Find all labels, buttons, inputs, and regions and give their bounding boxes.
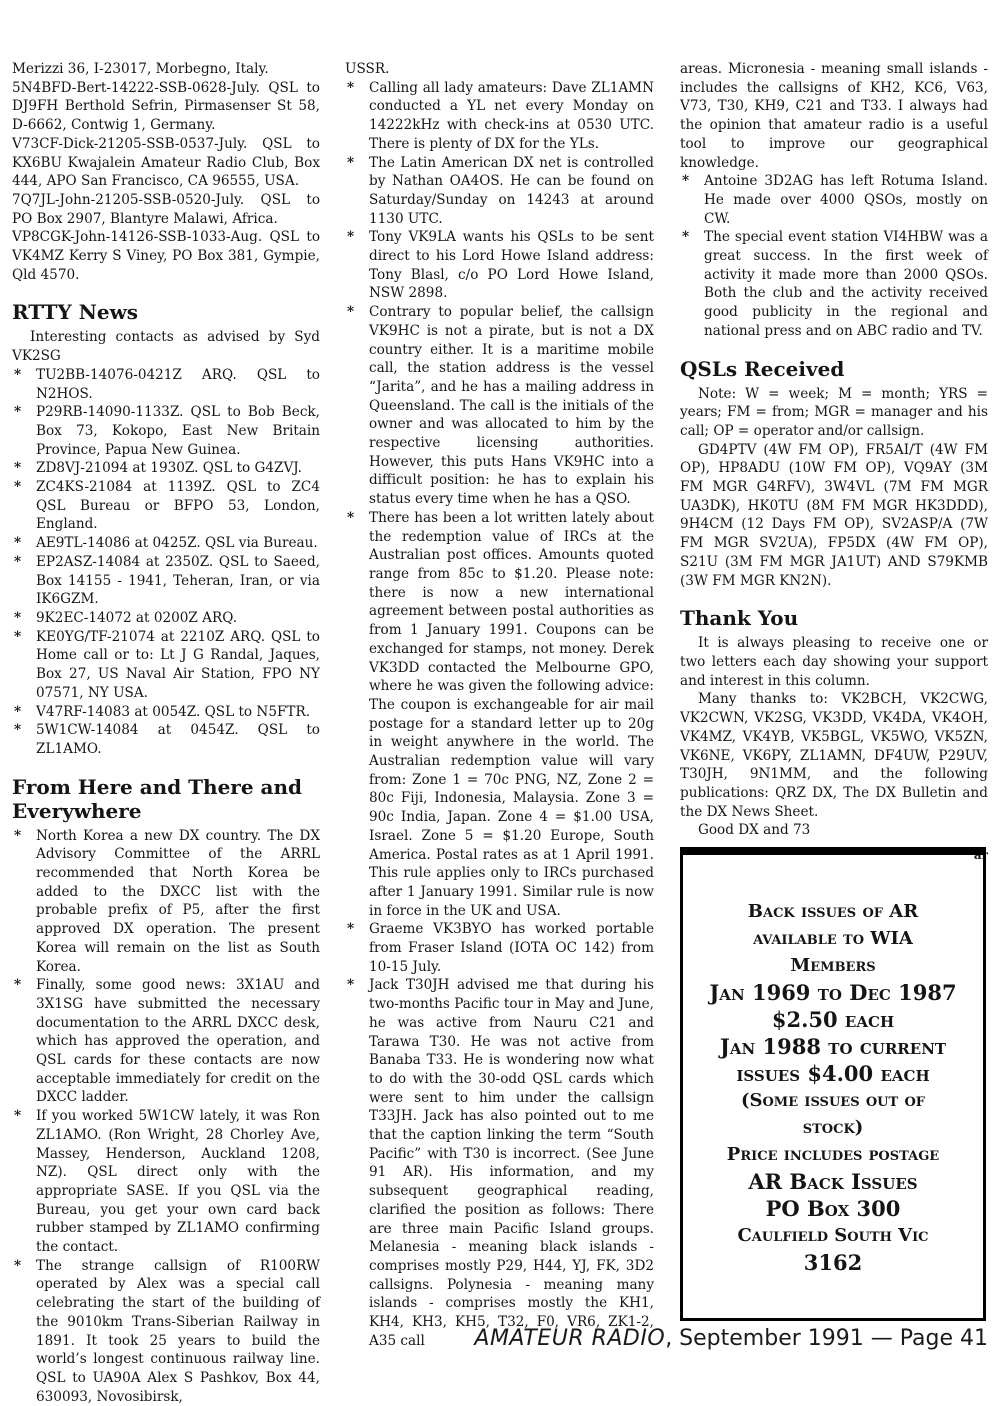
listing-line: VP8CGK-John-14126-SSB-1033-Aug. QSL to VK4MZ Kerry S Viney, PO Box 381, Gympie, Qld 4570. (12, 229, 320, 283)
list-item: * P29RB-14090-1133Z. QSL to Bob Beck, Box 73, Kokopo, East New Britain Province, Papua New Guinea. (12, 403, 320, 459)
list-item: * ZD8VJ-21094 at 1930Z. QSL to G4ZVJ. (12, 459, 320, 478)
ad-line: Caulfield South Vic (737, 1224, 929, 1246)
list-item: * 9K2EC-14072 at 0200Z ARQ. (12, 609, 320, 628)
list-item: * If you worked 5W1CW lately, it was Ron ZL1AMO. (Ron Wright, 28 Chorley Ave, Massey, Henderson, Auckland 1208, NZ). QSL direct only with the appropriate SASE. If you QSL via the Bureau, you get your own card back rubber stamped by ZL1AMO confirming the contact. (12, 1107, 320, 1257)
issue-and-page: , September 1991 — Page 41 (665, 1326, 988, 1351)
list-item: * The special event station VI4HBW was a great success. In the first week of activity it made more than 2000 QSOs. Both the club and the activity received good publicity in the regional and national press and on ABC radio and TV. (680, 228, 988, 340)
ad-line: issues $4.00 each (736, 1060, 930, 1086)
listing-line: 5N4BFD-Bert-14222-SSB-0628-July. QSL to DJ9FH Berthold Sefrin, Pirmasenser St 58, D-6662, Contwig 1, Germany. (12, 79, 320, 134)
list-item: * The strange callsign of R100RW operated by Alex was a special call celebrating the start of the building of the 9010km Trans-Siberian Railway in 1891. It took 25 years to build the world’s longest continuous railway line. QSL to UA90A Alex S Pashkov, Box 44, 630093, Novosibirsk, (12, 1257, 320, 1406)
list-item: * ZC4KS-21084 at 1139Z. QSL to ZC4 QSL Bureau or BFPO 53, London, England. (12, 478, 320, 534)
ad-line: AR Back Issues (748, 1168, 918, 1194)
list-item: * AE9TL-14086 at 0425Z. QSL via Bureau. (12, 534, 320, 553)
rtty-list (12, 366, 320, 759)
ad-line: available to WIA (753, 927, 913, 949)
column-3 (680, 60, 988, 865)
ad-line: stock) (802, 1116, 864, 1138)
ad-line: Price includes postage (726, 1143, 940, 1165)
list-item: * There has been a lot written lately about the redemption value of IRCs at the Australian post offices. Amounts quoted range from 85c to $1.20. Please note: there is now a new international agreement between postal authorities as from 1 January 1991. Coupons can be exchanged for stamps, not money. Derek VK3DD contacted the Melbourne GPO, where he was given the following advice: The coupon is exchangeable for air mail postage for a standard letter up to 20g in weight anywhere in the world. The Australian redemption value will vary from: Zone 1 = 70c PNG, NZ, Zone 2 = 80c Fiji, Indonesia, Malaysia. Zone 3 = 90c India, Japan. Zone 4 = $1.00 USA, Israel. Zone 5 = $1.20 Europe, South America. Postal rates as at 1 April 1991. This rule applies only to IRCs purchased after 1 January 1991. Similar rule is now in force in the UK and USA. (345, 509, 654, 920)
ad-line: 3162 (803, 1249, 863, 1275)
here-and-there-heading: From Here and There and Everywhere (12, 774, 302, 823)
list-item: * Jack T30JH advised me that during his two-months Pacific tour in May and June, he was active from Nauru C21 and Tarawa T30. He was not active from Banaba T33. He is wondering now what to do with the 30-odd QSL cards which were sent to him under the callsign T33JH. Jack has also pointed out to me that the caption linking the term “South Pacific” with T30 is incorrect. (See June 91 AR). His information, and my subsequent geographical reading, clarified the position as follows: There are three main Pacific Island groups. Melanesia - meaning black islands - comprises mostly P29, H44, YJ, FK, 3D2 callsigns. Polynesia - meaning many islands - comprises mostly the KH1, KH4, KH3, KH5, T32, F0, VR6, ZK1-2, A35 call (345, 976, 654, 1350)
ad-line: Back issues of AR (747, 900, 919, 922)
signoff: ar (973, 848, 988, 863)
magazine-name: AMATEUR RADIO (474, 1326, 666, 1351)
qsl-list: GD4PTV (4W FM OP), FR5AI/T (4W FM OP), HP8ADU (10W FM OP), VQ9AY (3M FM MGR G4RFV), 3W4VL (7M FM MGR UA3DK), HK0TU (8M FM MGR HK3DDD), 9H4CM (12 Days FM OP), SV2ASP/A (7W FM MGR SV2UA), FP5DX (4W FM OP), S21U (3M FM MGR JA1UT) AND S79KMB (3W FM MGR KN2N). (680, 441, 988, 589)
list-item: * Antoine 3D2AG has left Rotuma Island. He made over 4000 QSOs, mostly on CW. (680, 172, 988, 228)
ad-line: PO Box 300 (765, 1195, 901, 1221)
list-item: * The Latin American DX net is controlled by Nathan OA4OS. He can be found on Saturday/Sunday on 14243 at around 1130 UTC. (345, 154, 654, 229)
thanks-paragraph: Many thanks to: VK2BCH, VK2CWG, VK2CWN, VK2SG, VK3DD, VK4DA, VK4OH, VK4MZ, VK4YB, VK5BGL, VK5WO, VK5ZN, VK6NE, VK6PY, ZL1AMN, DF4UW, P29UV, T30JH, 9N1MM, and the following publications: QRZ DX, The DX Bulletin and the DX News Sheet. (680, 691, 988, 820)
ad-line: $2.50 each (771, 1006, 895, 1032)
list-item: * Finally, some good news: 3X1AU and 3X1SG have submitted the necessary documentation to the ARRL DXCC desk, which has approved the operation, and QSL cards for these contacts are now acceptable immediately for credit on the DXCC ladder. (12, 976, 320, 1107)
ad-line: (Some issues out of (740, 1089, 926, 1111)
ad-line: Jan 1988 to current (719, 1033, 947, 1059)
rtty-intro: Interesting contacts as advised by Syd VK2SG (12, 329, 320, 365)
here-and-there-list (12, 827, 320, 1406)
list-item: * 5W1CW-14084 at 0454Z. QSL to ZL1AMO. (12, 721, 320, 758)
continued-text: areas. Micronesia - meaning small islands - includes the callsigns of KH2, KC6, V63, V73, T30, KH9, C21 and T33. I always had the opinion that amateur radio is a useful tool to improve our geographical knowledge. (680, 61, 988, 171)
qsl-note: Note: W = week; M = month; YRS = years; FM = from; MGR = manager and his call; OP = operator and/or callsign. (680, 385, 988, 439)
column-1 (12, 60, 320, 1406)
back-issues-ad (680, 847, 986, 1321)
rtty-news-heading: RTTY News (12, 300, 139, 325)
list-item: * Tony VK9LA wants his QSLs to be sent direct to his Lord Howe Island address: Tony Blasl, c/o PO Lord Howe Island, NSW 2898. (345, 228, 654, 303)
listing-line: 7Q7JL-John-21205-SSB-0520-July. QSL to PO Box 2907, Blantyre Malawi, Africa. (12, 191, 320, 227)
column-2 (345, 60, 654, 1351)
list-item: * TU2BB-14076-0421Z ARQ. QSL to N2HOS. (12, 366, 320, 403)
listing-line: V73CF-Dick-21205-SSB-0537-July. QSL to KX6BU Kwajalein Amateur Radio Club, Box 444, APO San Francisco, CA 96555, USA. (12, 135, 320, 190)
continued-text: USSR. (345, 61, 390, 77)
list-item: * EP2ASZ-14084 at 2350Z. QSL to Saeed, Box 14155 - 1941, Teheran, Iran, or via IK6GZM. (12, 553, 320, 609)
list-item: * Calling all lady amateurs: Dave ZL1AMN conducted a YL net every Monday on 14222kHz with check-ins at 0530 UTC. There is plenty of DX for the YLs. (345, 79, 654, 154)
list-item: * KE0YG/TF-21074 at 2210Z ARQ. QSL to Home call or to: Lt J G Randal, Jaques, Box 27, US Naval Air Station, FPO NY 07571, NY USA. (12, 628, 320, 703)
thank-you-heading: Thank You (680, 606, 799, 631)
ad-line: Members (790, 954, 876, 976)
list-item: * Graeme VK3BYO has worked portable from Fraser Island (IOTA OC 142) from 10-15 July. (345, 920, 654, 976)
thanks-paragraph: It is always pleasing to receive one or two letters each day showing your support and interest in this column. (680, 635, 988, 689)
news-list (680, 172, 988, 340)
closing-line: Good DX and 73 (698, 822, 811, 839)
news-list (345, 79, 654, 1351)
list-item: * North Korea a new DX country. The DX Advisory Committee of the ARRL recommended that North Korea be added to the DXCC list with the probable prefix of P5, after the first approved DX operation. The present Korea will remain on the list as South Korea. (12, 827, 320, 977)
qsls-received-heading: QSLs Received (680, 356, 845, 381)
list-item: * V47RF-14083 at 0054Z. QSL to N5FTR. (12, 703, 320, 722)
page-footer (474, 1325, 988, 1353)
list-item: * Contrary to popular belief, the callsign VK9HC is not a pirate, but is not a DX country either. It is a maritime mobile call, the station address is the vessel “Jarita”, and he has a mailing address in Queensland. The call is the initials of the owner and was allocated to him by the respective licensing authorities. However, this puts Hans VK9HC into a difficult position: he has to explain his status every time when he has a QSO. (345, 303, 654, 509)
ad-line: Jan 1969 to Dec 1987 (709, 979, 957, 1005)
listing-line: Merizzi 36, I-23017, Morbegno, Italy. (12, 61, 269, 77)
